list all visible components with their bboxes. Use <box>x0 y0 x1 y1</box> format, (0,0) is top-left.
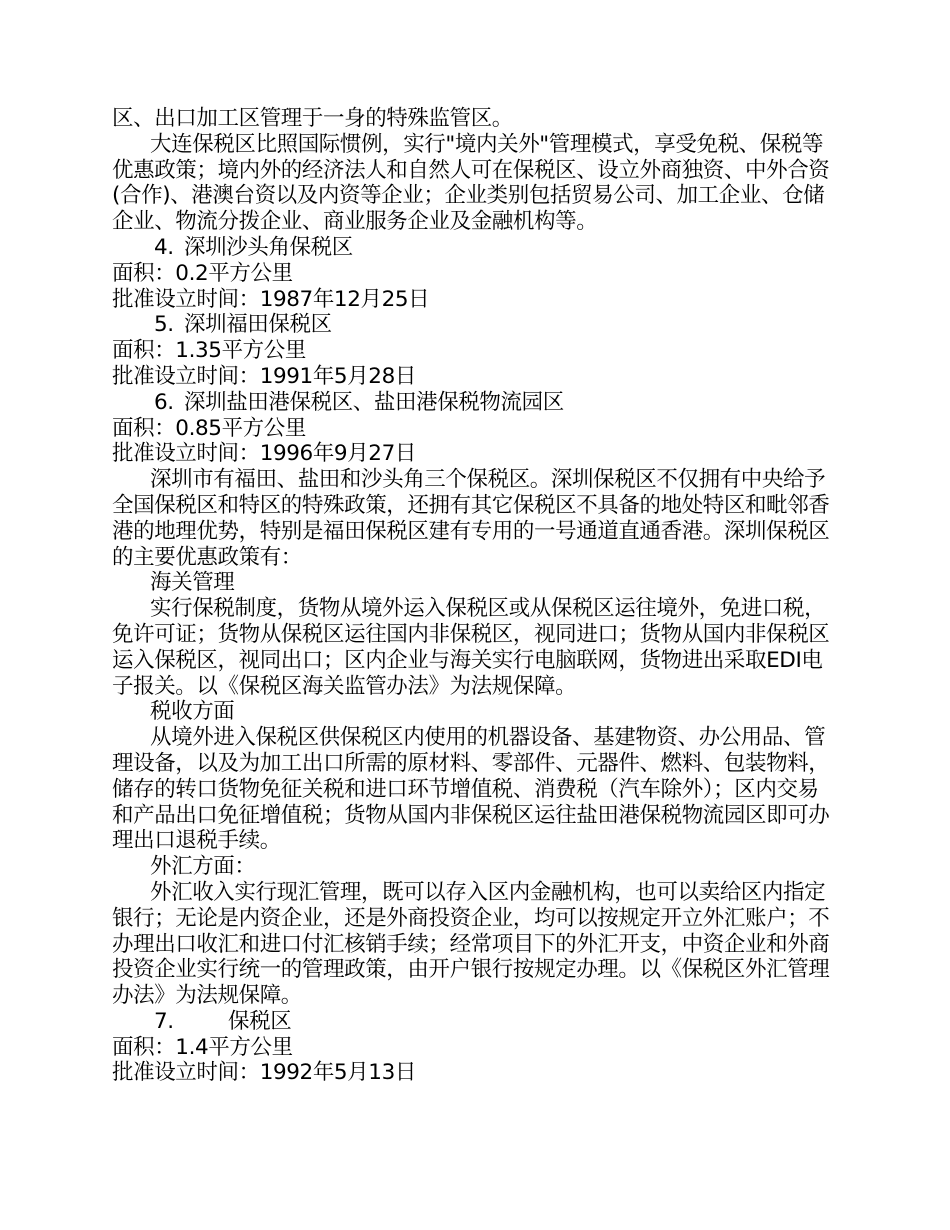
document-page <box>112 106 836 1086</box>
zone-name: 深圳盐田港保税区、盐田港保税物流园区 <box>184 389 564 415</box>
zone-heading-7 <box>112 1009 836 1035</box>
customs-heading: 海关管理 <box>150 570 235 596</box>
zone-number: 6. <box>154 389 174 415</box>
zone-approval-date: 批准设立时间：1987年12月25日 <box>112 286 430 312</box>
tax-heading: 税收方面 <box>150 699 235 725</box>
zone-area: 面积：0.85平方公里 <box>112 415 306 441</box>
zone-area: 面积：1.35平方公里 <box>112 338 306 364</box>
dalian-paragraph: 大连保税区比照国际惯例，实行"境内关外"管理模式，享受免税、保税等优惠政策；境内外的经济法人和自然人可在保税区、设立外商独资、中外合资(合作)、港澳台资以及内资等企业；企业类别包括贸易公司、加工企业、仓储企业、物流分拨企业、商业服务企业及金融机构等。 <box>112 131 830 235</box>
zone-name: 深圳福田保税区 <box>184 312 332 338</box>
zone-approval-date: 批准设立时间：1992年5月13日 <box>112 1060 416 1086</box>
zone-area: 面积：0.2平方公里 <box>112 260 293 286</box>
intro-line: 区、出口加工区管理于一身的特殊监管区。 <box>112 106 513 131</box>
forex-paragraph: 外汇收入实行现汇管理，既可以存入区内金融机构，也可以卖给区内指定银行；无论是内资企业，还是外商投资企业，均可以按规定开立外汇账户；不办理出口收汇和进口付汇核销手续；经常项目下的外汇开支，中资企业和外商投资企业实行统一的管理政策，由开户银行按规定办理。以《保税区外汇管理办法》为法规保障。 <box>112 879 830 1009</box>
zone-number: 4. <box>154 234 174 260</box>
zone-heading-5 <box>112 312 836 338</box>
zone-approval-date: 批准设立时间：1996年9月27日 <box>112 441 416 467</box>
zone-number: 5. <box>154 312 174 338</box>
zone-approval-date: 批准设立时间：1991年5月28日 <box>112 363 416 389</box>
tax-paragraph: 从境外进入保税区供保税区内使用的机器设备、基建物资、办公用品、管理设备，以及为加工出口所需的原材料、零部件、元器件、燃料、包装物料，储存的转口货物免征关税和进口环节增值税、消费税（汽车除外）；区内交易和产品出口免征增值税；货物从国内非保税区运往盐田港保税物流园区即可办理出口退税手续。 <box>112 725 830 854</box>
zone-name: 深圳沙头角保税区 <box>184 234 353 260</box>
zone-heading-4 <box>112 235 836 261</box>
customs-paragraph: 实行保税制度，货物从境外运入保税区或从保税区运往境外，免进口税，免许可证；货物从保税区运往国内非保税区，视同进口；货物从国内非保税区运入保税区，视同出口；区内企业与海关实行电脑联网，货物进出采取EDI电子报关。以《保税区海关监管办法》为法规保障。 <box>112 596 830 699</box>
shenzhen-paragraph: 深圳市有福田、盐田和沙头角三个保税区。深圳保税区不仅拥有中央给予全国保税区和特区的特殊政策，还拥有其它保税区不具备的地处特区和毗邻香港的地理优势，特别是福田保税区建有专用的一号通道直通香港。深圳保税区的主要优惠政策有： <box>112 467 830 570</box>
zone-heading-6 <box>112 390 836 416</box>
zone-name: 保税区 <box>228 1008 292 1034</box>
zone-area: 面积：1.4平方公里 <box>112 1034 293 1060</box>
forex-heading: 外汇方面： <box>150 854 256 880</box>
zone-number: 7. <box>154 1008 174 1034</box>
